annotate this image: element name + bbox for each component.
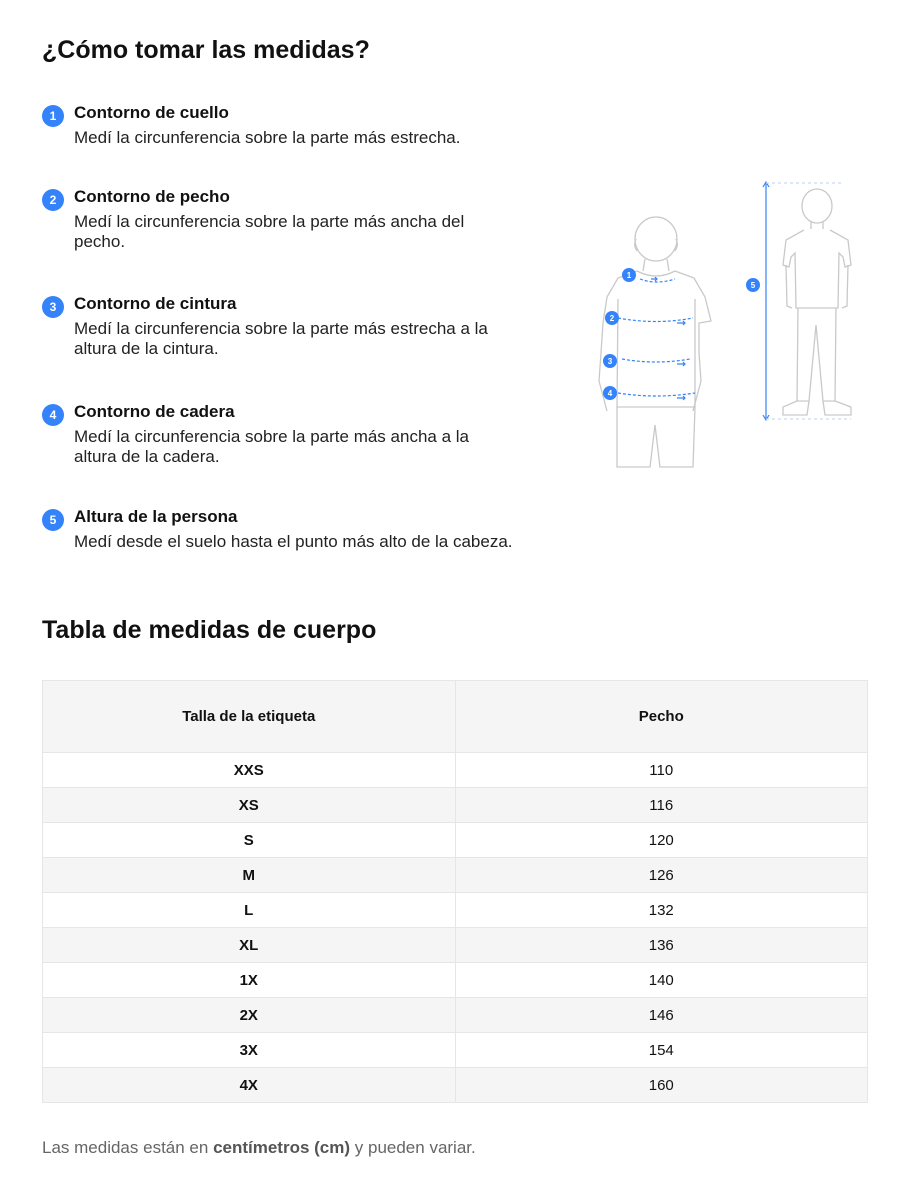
size-cell: 1X	[43, 963, 456, 998]
step-number-badge: 3	[42, 296, 64, 318]
step-title: Contorno de cuello	[74, 103, 229, 122]
size-cell: XS	[43, 788, 456, 823]
table-row	[43, 928, 868, 963]
step-number-badge: 5	[42, 509, 64, 531]
chest-cell: 140	[455, 963, 868, 998]
table-row	[43, 963, 868, 998]
step-title: Altura de la persona	[74, 507, 238, 526]
chest-cell: 110	[455, 753, 868, 788]
step-description: Medí la circunferencia sobre la parte más ancha a la altura de la cadera.	[74, 427, 469, 466]
chest-cell: 126	[455, 858, 868, 893]
footnote-unit: centímetros (cm)	[213, 1138, 351, 1157]
size-table	[42, 680, 868, 1103]
units-footnote	[42, 1138, 476, 1158]
size-cell: 4X	[43, 1068, 456, 1103]
table-row	[43, 753, 868, 788]
size-cell: L	[43, 893, 456, 928]
chest-cell: 160	[455, 1068, 868, 1103]
chest-cell: 136	[455, 928, 868, 963]
step-number-badge: 2	[42, 189, 64, 211]
table-row	[43, 893, 868, 928]
chest-cell: 146	[455, 998, 868, 1033]
marker-number: 2	[609, 314, 615, 323]
step-description: Medí la circunferencia sobre la parte más ancha del pecho.	[74, 212, 465, 251]
step-title: Contorno de cintura	[74, 294, 237, 313]
table-row	[43, 858, 868, 893]
marker-number: 3	[607, 357, 613, 366]
step-description: Medí la circunferencia sobre la parte más estrecha.	[74, 128, 461, 147]
size-cell: 3X	[43, 1033, 456, 1068]
column-header-chest: Pecho	[455, 681, 868, 753]
size-cell: M	[43, 858, 456, 893]
size-cell: XXS	[43, 753, 456, 788]
marker-number: 1	[626, 271, 632, 280]
body-measurement-illustration	[585, 175, 875, 475]
chest-cell: 120	[455, 823, 868, 858]
front-figure-outline	[599, 217, 711, 467]
marker-number: 5	[750, 281, 756, 290]
size-cell: XL	[43, 928, 456, 963]
footnote-text-end: y pueden variar.	[350, 1138, 476, 1157]
marker-number: 4	[607, 389, 613, 398]
chest-cell: 116	[455, 788, 868, 823]
step-title: Contorno de cadera	[74, 402, 235, 421]
chest-cell: 154	[455, 1033, 868, 1068]
step-number-badge: 4	[42, 404, 64, 426]
chest-cell: 132	[455, 893, 868, 928]
footnote-text: Las medidas están en	[42, 1138, 214, 1157]
column-header-size: Talla de la etiqueta	[43, 681, 456, 753]
side-figure-outline	[783, 189, 851, 415]
step-description: Medí desde el suelo hasta el punto más alto de la cabeza.	[74, 532, 513, 551]
marker-dots	[603, 268, 760, 400]
table-row	[43, 788, 868, 823]
page-title: ¿Cómo tomar las medidas?	[42, 36, 370, 64]
size-cell: 2X	[43, 998, 456, 1033]
size-cell: S	[43, 823, 456, 858]
table-row	[43, 1068, 868, 1103]
table-title: Tabla de medidas de cuerpo	[42, 616, 377, 644]
step-description: Medí la circunferencia sobre la parte más estrecha a la altura de la cintura.	[74, 319, 488, 358]
table-row	[43, 823, 868, 858]
marker-numbers	[608, 271, 756, 398]
step-title: Contorno de pecho	[74, 187, 230, 206]
step-number-badge: 1	[42, 105, 64, 127]
table-row	[43, 1033, 868, 1068]
table-header-row	[43, 681, 868, 753]
table-row	[43, 998, 868, 1033]
